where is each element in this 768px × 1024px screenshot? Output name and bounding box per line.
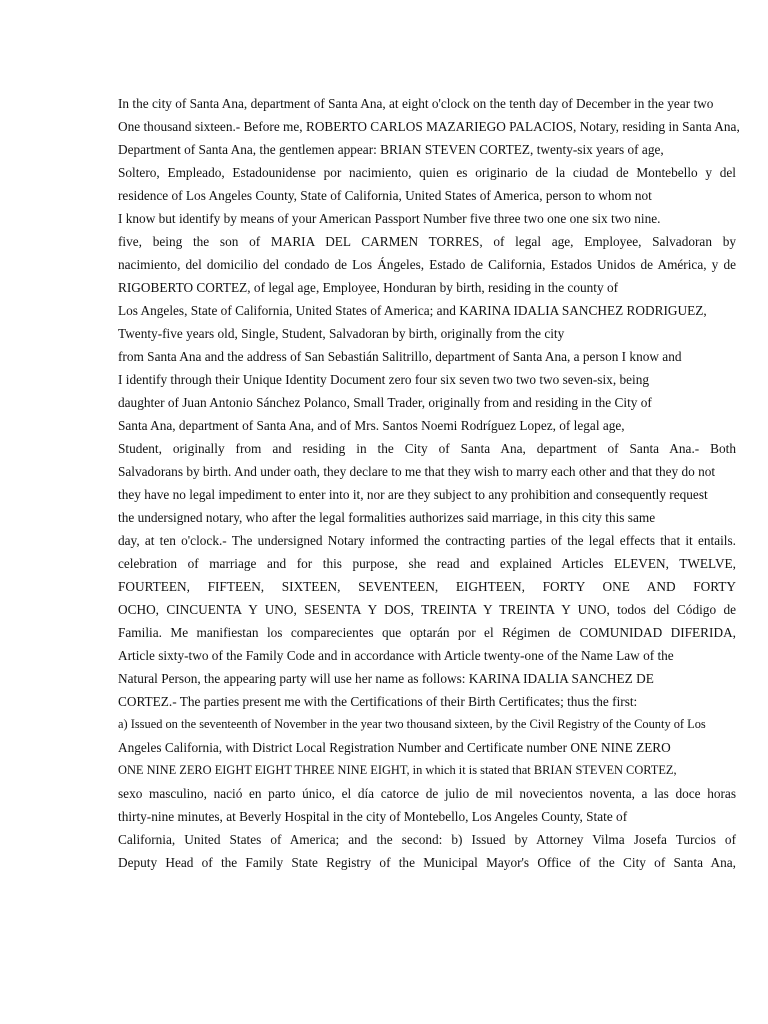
- document-line: I know but identify by means of your American Passport Number five three two one one six two nine.: [118, 211, 661, 226]
- document-body: [118, 92, 740, 874]
- document-line: nacimiento, del domicilio del condado de Los Ángeles, Estado de California, Estados Unidos de América, y de: [118, 257, 736, 272]
- document-line: celebration of marriage and for this purpose, she read and explained Articles ELEVEN, TWELVE,: [118, 556, 736, 571]
- document-line: ONE NINE ZERO EIGHT EIGHT THREE NINE EIGHT, in which it is stated that BRIAN STEVEN CORTEZ,: [118, 763, 677, 777]
- document-line: sexo masculino, nació en parto único, el día catorce de julio de mil novecientos noventa, a las doce horas: [118, 786, 736, 801]
- document-line: the undersigned notary, who after the legal formalities authorizes said marriage, in this city this same: [118, 510, 656, 525]
- document-line: Deputy Head of the Family State Registry of the Municipal Mayor's Office of the City of Santa Ana,: [118, 855, 736, 870]
- document-line: Santa Ana, department of Santa Ana, and of Mrs. Santos Noemi Rodríguez Lopez, of legal age,: [118, 418, 625, 433]
- document-line: Twenty-five years old, Single, Student, Salvadoran by birth, originally from the city: [118, 326, 565, 341]
- document-line: Department of Santa Ana, the gentlemen appear: BRIAN STEVEN CORTEZ, twenty-six years of age,: [118, 142, 664, 157]
- document-line: Article sixty-two of the Family Code and in accordance with Article twenty-one of the Name Law of the: [118, 648, 674, 663]
- document-line: Salvadorans by birth. And under oath, they declare to me that they wish to marry each other and that they do not: [118, 464, 716, 479]
- document-line: residence of Los Angeles County, State of California, United States of America, person to whom not: [118, 188, 652, 203]
- document-line: from Santa Ana and the address of San Sebastián Salitrillo, department of Santa Ana, a person I know and: [118, 349, 682, 364]
- document-line: Soltero, Empleado, Estadounidense por nacimiento, quien es originario de la ciudad de Montebello y del: [118, 165, 736, 180]
- document-line: OCHO, CINCUENTA Y UNO, SESENTA Y DOS, TREINTA Y TREINTA Y UNO, todos del Código de: [118, 602, 736, 617]
- document-line: One thousand sixteen.- Before me, ROBERTO CARLOS MAZARIEGO PALACIOS, Notary, residing in Santa Ana,: [118, 119, 740, 134]
- document-line: California, United States of America; and the second: b) Issued by Attorney Vilma Josefa Turcios of: [118, 832, 736, 847]
- document-line: FOURTEEN, FIFTEEN, SIXTEEN, SEVENTEEN, EIGHTEEN, FORTY ONE AND FORTY: [118, 579, 736, 594]
- document-line: CORTEZ.- The parties present me with the Certifications of their Birth Certificates; thus the first:: [118, 694, 638, 709]
- document-line: Student, originally from and residing in the City of Santa Ana, department of Santa Ana.- Both: [118, 441, 736, 456]
- document-line: a) Issued on the seventeenth of November in the year two thousand sixteen, by the Civil Registry of the County of Los: [118, 717, 706, 731]
- document-line: Angeles California, with District Local Registration Number and Certificate number ONE NINE ZERO: [118, 740, 671, 755]
- document-line: I identify through their Unique Identity Document zero four six seven two two two seven-six, being: [118, 372, 650, 387]
- document-line: Los Angeles, State of California, United States of America; and KARINA IDALIA SANCHEZ RODRIGUEZ,: [118, 303, 707, 318]
- document-line: In the city of Santa Ana, department of Santa Ana, at eight o'clock on the tenth day of December in the year two: [118, 96, 714, 111]
- document-line: day, at ten o'clock.- The undersigned Notary informed the contracting parties of the legal effects that it entails.: [118, 533, 736, 548]
- document-line: Familia. Me manifiestan los comparecientes que optarán por el Régimen de COMUNIDAD DIFERIDA,: [118, 625, 736, 640]
- document-line: thirty-nine minutes, at Beverly Hospital in the city of Montebello, Los Angeles County, State of: [118, 809, 628, 824]
- document-line: five, being the son of MARIA DEL CARMEN TORRES, of legal age, Employee, Salvadoran by: [118, 234, 736, 249]
- document-line: RIGOBERTO CORTEZ, of legal age, Employee, Honduran by birth, residing in the county of: [118, 280, 619, 295]
- document-line: daughter of Juan Antonio Sánchez Polanco, Small Trader, originally from and residing in the City of: [118, 395, 652, 410]
- document-line: Natural Person, the appearing party will use her name as follows: KARINA IDALIA SANCHEZ DE: [118, 671, 654, 686]
- document-line: they have no legal impediment to enter into it, nor are they subject to any prohibition and consequently request: [118, 487, 708, 502]
